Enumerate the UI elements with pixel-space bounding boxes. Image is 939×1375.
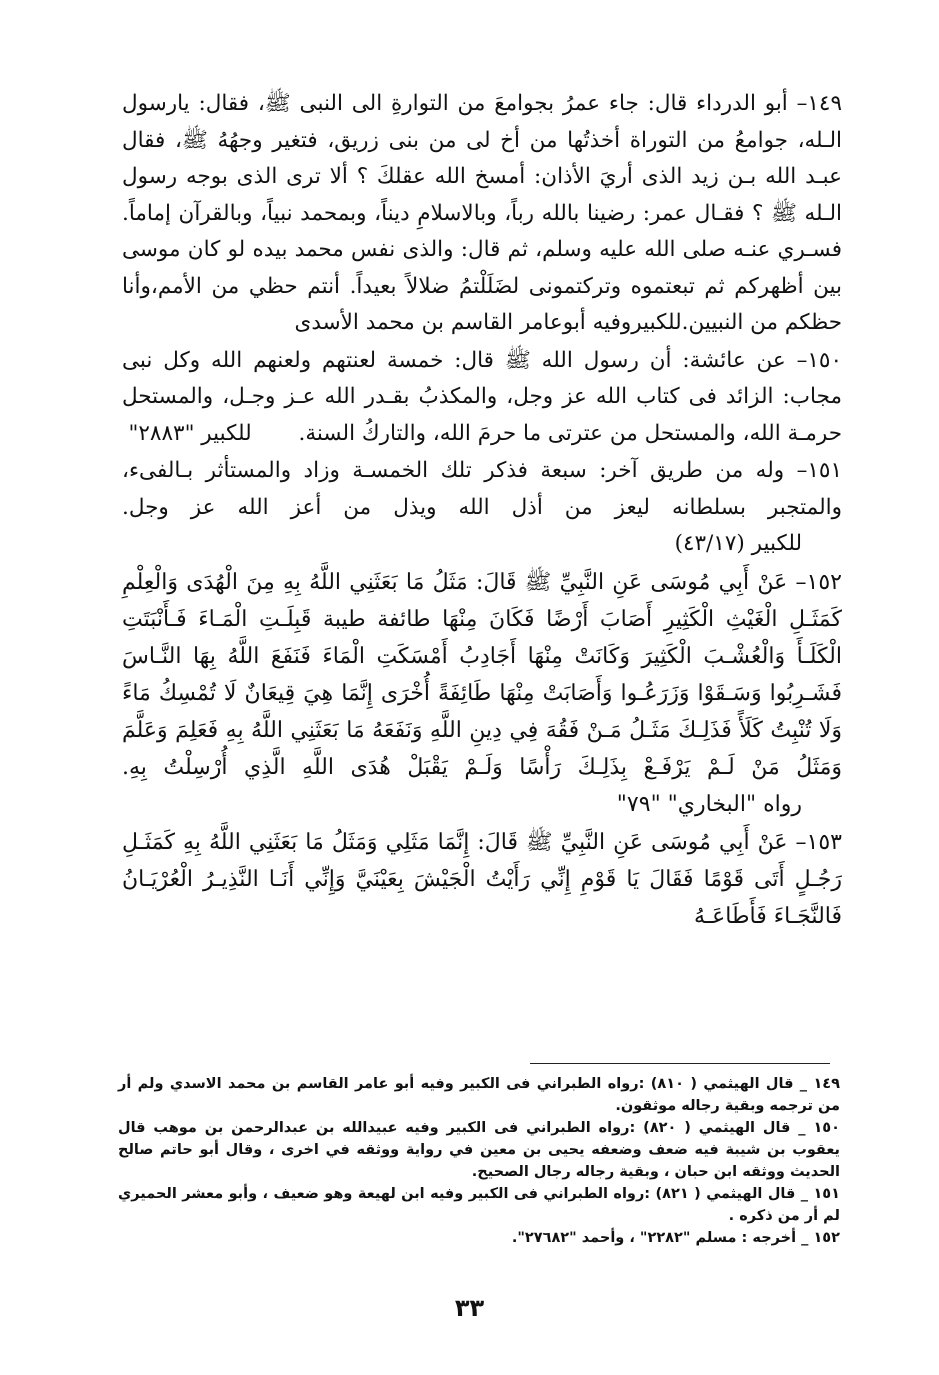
hadith-151 <box>122 453 842 563</box>
hadith-reference: رواه "البخاري" "٧٩" <box>616 791 802 817</box>
main-text <box>122 86 842 936</box>
hadith-text: ١٤٩– أبو الدرداء قال: جاء عمرُ بجوامعَ من التوارةِ الى النبى ﷺ، فقال: يارسول الـله، جوامعُ من التوراة أخذتُها من أخ لى من بنى زريق، فتغير وجهُهُ ﷺ، فقال عبـد الله بـن زيد الذى أريَ الأذان: أمسخ الله عقلكَ ؟ ألا ترى الذى بوجه رسول الـله ﷺ ؟ فقـال عمر: رضينا بالله رباً، وبالاسلامِ ديناً، وبمحمد نبياً، وبالقرآن إماماً. فسـري عنـه صلى الله عليه وسلم، ثم قال: والذى نفس محمد بيده لو كان موسى بين أظهركم ثم تبعتموه وتركتمونى لضَلَلْتمُ ضلالاً بعيداً. أنتم حظي من الأمم،وأنا حظكم من النبيين.للكبيروفيه أبوعامر القاسم بن محمد الأسدى <box>122 91 842 335</box>
footnote-151: ١٥١ _ قال الهيثمي ( ٨٢١) :رواه الطبراني فى الكبير وفيه ابن لهيعة وهو ضعيف ، وأبو معشر الحميري لم أر من ذكره . <box>118 1186 841 1224</box>
hadith-152 <box>122 564 842 823</box>
hadith-150 <box>122 343 842 453</box>
footnote-150: ١٥٠ _ قال الهيثمي ( ٨٢٠) :رواه الطبراني فى الكبير وفيه عبيدالله بن عبدالرحمن بن موهب قال يعقوب بن شيبة فيه ضعف وضعفه يحيى بن معين في رواية ووثقه في اخرى ، وقال أبو حاتم صالح الحديث ووثقه ابن حبان ، وبقية رجاله رجال الصحيح. <box>118 1120 841 1180</box>
hadith-text: ١٥٢– عَنْ أَبِي مُوسَى عَنِ النَّبِيِّ ﷺ قَالَ: مَثَلُ مَا بَعَثَنِي اللَّهُ بِهِ مِنَ الْهُدَى وَالْعِلْمِ كَمَثَـلِ الْغَيْثِ الْكَثِيرِ أَصَابَ أَرْضًا فَكَانَ مِنْهَا طائفة طيبة قَبِلَـتِ الْمَـاءَ فَـأَنْبَتَتِ الْكَلَـأَ وَالْعُشْـبَ الْكَثِيرَ وَكَانَتْ مِنْهَا أَجَادِبُ أَمْسَكَتِ الْمَاءَ فَنَفَعَ اللَّهُ بِهَا النَّـاسَ فَشَـرِبُوا وَسَـقَوْا وَزَرَعُـوا وَأَصَابَتْ مِنْهَا طَائِفَةً أُخْرَى إِنَّمَا هِيَ قِيعَانٌ لَا تُمْسِكُ مَاءً وَلَا تُنْبِتُ كَلَأً فَذَلِـكَ مَثَـلُ مَـنْ فَقُهَ فِي دِينِ اللَّهِ وَنَفَعَهُ مَا بَعَثَنِي اللَّهُ بِهِ فَعَلِمَ وَعَلَّمَ وَمَثَلُ مَنْ لَـمْ يَرْفَـعْ بِذَلِـكَ رَأْسًا وَلَـمْ يَقْبَلْ هُدَى اللَّهِ الَّذِي أُرْسِلْتُ بِهِ. <box>122 569 842 780</box>
footnote-divider <box>530 1063 830 1064</box>
hadith-text: ١٥١– وله من طريق آخر: سبعة فذكر تلك الخمسـة وزاد والمستأثر بـالفىء، والمتجبر بسلطانه ليعز من أذل الله ويذل من أعز الله عز وجل. <box>122 458 842 520</box>
hadith-149 <box>122 86 842 342</box>
hadith-text: ١٥٠– عن عائشة: أن رسول الله ﷺ قال: خمسة لعنتهم ولعنهم الله وكل نبى مجاب: الزائد فى كتاب الله عز وجل، والمكذبُ بقـدر الله عـز وجـل، والمستحل حرمـة الله، والمستحل من عترتى ما حرمَ الله، والتاركُ السنة. <box>122 347 842 446</box>
footnote-149: ١٤٩ _ قال الهيثمي ( ٨١٠) :رواه الطبراني فى الكبير وفيه أبو عامر القاسم بن محمد الاسدي ولم أر من ترجمه وبقية رجاله موثقون. <box>118 1076 840 1114</box>
hadith-reference: للكبير "٢٨٨٣" <box>128 420 252 446</box>
hadith-153 <box>122 824 842 935</box>
page-number: ٣٣ <box>454 1294 485 1322</box>
hadith-reference: للكبير (٤٣/١٧) <box>674 531 802 556</box>
footnote-152: ١٥٢ _ أخرجه : مسلم "٢٢٨٢" ، وأحمد "٢٧٦٨٢". <box>511 1230 840 1246</box>
hadith-text: ١٥٣– عَنْ أَبِي مُوسَى عَنِ النَّبِيِّ ﷺ قَالَ: إِنَّمَا مَثَلِي وَمَثَلُ مَا بَعَثَنِي اللَّهُ بِهِ كَمَثَـلِ رَجُـلٍ أَتَى قَوْمًا فَقَالَ يَا قَوْمِ إِنِّي رَأَيْتُ الْجَيْشَ بِعَيْنَيَّ وَإِنِّي أَنَـا النَّذِيـرُ الْعُرْيَـانُ فَالنَّجَـاءَ فَأَطَاعَـهُ <box>122 829 842 929</box>
footnotes <box>118 1073 840 1249</box>
